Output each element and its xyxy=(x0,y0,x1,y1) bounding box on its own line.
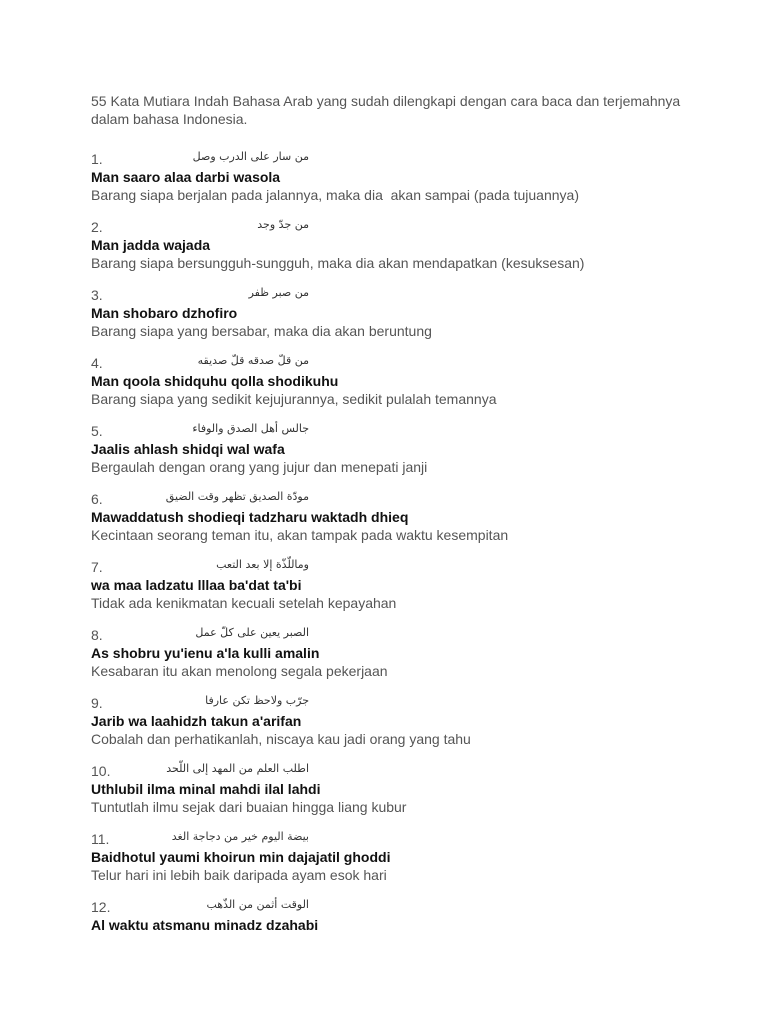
quote-arabic: وماللّذّة إلا بعد التعب xyxy=(216,558,309,571)
quote-number: 1. xyxy=(91,151,103,167)
quote-number-line xyxy=(91,898,711,916)
quote-number-line xyxy=(91,150,711,168)
quote-number-line xyxy=(91,286,711,304)
quote-arabic: من جدّ وجد xyxy=(257,218,309,231)
quote-item xyxy=(91,694,711,748)
intro-paragraph: 55 Kata Mutiara Indah Bahasa Arab yang sudah dilengkapi dengan cara baca dan terjemahnya dalam bahasa Indonesia. xyxy=(91,93,681,127)
quote-number-line xyxy=(91,422,711,440)
quote-number: 7. xyxy=(91,559,103,575)
quote-number: 12. xyxy=(91,899,111,915)
quote-item xyxy=(91,626,711,680)
quote-translation: Cobalah dan perhatikanlah, niscaya kau jadi orang yang tahu xyxy=(91,731,471,747)
quote-number-line xyxy=(91,694,711,712)
quote-transliteration: wa maa ladzatu lllaa ba'dat ta'bi xyxy=(91,577,302,593)
quote-number-line xyxy=(91,558,711,576)
quote-item xyxy=(91,354,711,408)
quote-number: 9. xyxy=(91,695,103,711)
quote-item xyxy=(91,286,711,340)
quote-transliteration: Man saaro alaa darbi wasola xyxy=(91,169,281,185)
quote-arabic: من سار على الدرب وصل xyxy=(192,150,309,163)
quote-number: 4. xyxy=(91,355,103,371)
quote-number-line xyxy=(91,354,711,372)
quote-arabic: بيضة اليوم خير من دجاجة الغد xyxy=(171,830,309,843)
quote-transliteration: Jaalis ahlash shidqi wal wafa xyxy=(91,441,285,457)
quote-translation: Tuntutlah ilmu sejak dari buaian hingga liang kubur xyxy=(91,799,407,815)
quote-translation: Bergaulah dengan orang yang jujur dan menepati janji xyxy=(91,459,428,475)
quote-translation: Tidak ada kenikmatan kecuali setelah kepayahan xyxy=(91,595,397,611)
quote-arabic: جرّب ولاحظ تكن عارفا xyxy=(205,694,309,707)
quote-arabic: اطلب العلم من المهد إلى اللّحد xyxy=(166,762,309,775)
quote-translation: Kecintaan seorang teman itu, akan tampak pada waktu kesempitan xyxy=(91,527,509,543)
quote-translation: Kesabaran itu akan menolong segala pekerjaan xyxy=(91,663,388,679)
quote-item xyxy=(91,762,711,816)
quote-translation: Barang siapa berjalan pada jalannya, maka dia akan sampai (pada tujuannya) xyxy=(91,187,579,203)
quote-arabic: الصبر يعين على كلّ عمل xyxy=(195,626,309,639)
quote-transliteration: As shobru yu'ienu a'la kulli amalin xyxy=(91,645,320,661)
quote-arabic: من قلّ صدقه قلّ صديقه xyxy=(197,354,309,367)
quote-number: 6. xyxy=(91,491,103,507)
document-page xyxy=(91,92,711,948)
quote-number: 11. xyxy=(91,831,110,847)
quote-transliteration: Man jadda wajada xyxy=(91,237,211,253)
quote-transliteration: Uthlubil ilma minal mahdi ilal lahdi xyxy=(91,781,321,797)
quote-transliteration: Baidhotul yaumi khoirun min dajajatil ghoddi xyxy=(91,849,391,865)
quote-arabic: الوقت أثمن من الذّهب xyxy=(206,898,309,911)
quote-arabic: مودّة الصديق تظهر وقت الضيق xyxy=(165,490,309,503)
quote-transliteration: Man shobaro dzhofiro xyxy=(91,305,238,321)
quote-item xyxy=(91,218,711,272)
quote-number-line xyxy=(91,626,711,644)
quote-number: 5. xyxy=(91,423,103,439)
quote-item xyxy=(91,558,711,612)
quote-number: 3. xyxy=(91,287,103,303)
quote-number-line xyxy=(91,830,711,848)
quote-item xyxy=(91,898,711,934)
quote-transliteration: Man qoola shidquhu qolla shodikuhu xyxy=(91,373,339,389)
quote-arabic: جالس أهل الصدق والوفاء xyxy=(192,422,309,435)
quote-number-line xyxy=(91,218,711,236)
quote-translation: Barang siapa yang bersabar, maka dia akan beruntung xyxy=(91,323,432,339)
quote-translation: Barang siapa yang sedikit kejujurannya, sedikit pulalah temannya xyxy=(91,391,497,407)
quote-transliteration: Mawaddatush shodieqi tadzharu waktadh dhieq xyxy=(91,509,409,525)
quote-item xyxy=(91,150,711,204)
quote-number: 2. xyxy=(91,219,103,235)
quote-translation: Barang siapa bersungguh-sungguh, maka dia akan mendapatkan (kesuksesan) xyxy=(91,255,585,271)
quote-item xyxy=(91,490,711,544)
quote-arabic: من صبر ظفر xyxy=(248,286,309,299)
quote-number: 10. xyxy=(91,763,111,779)
quote-number: 8. xyxy=(91,627,103,643)
quote-translation: Telur hari ini lebih baik daripada ayam esok hari xyxy=(91,867,387,883)
quote-list xyxy=(91,150,711,934)
quote-number-line xyxy=(91,762,711,780)
quote-item xyxy=(91,422,711,476)
quote-transliteration: Al waktu atsmanu minadz dzahabi xyxy=(91,917,319,933)
quote-transliteration: Jarib wa laahidzh takun a'arifan xyxy=(91,713,302,729)
quote-item xyxy=(91,830,711,884)
quote-number-line xyxy=(91,490,711,508)
